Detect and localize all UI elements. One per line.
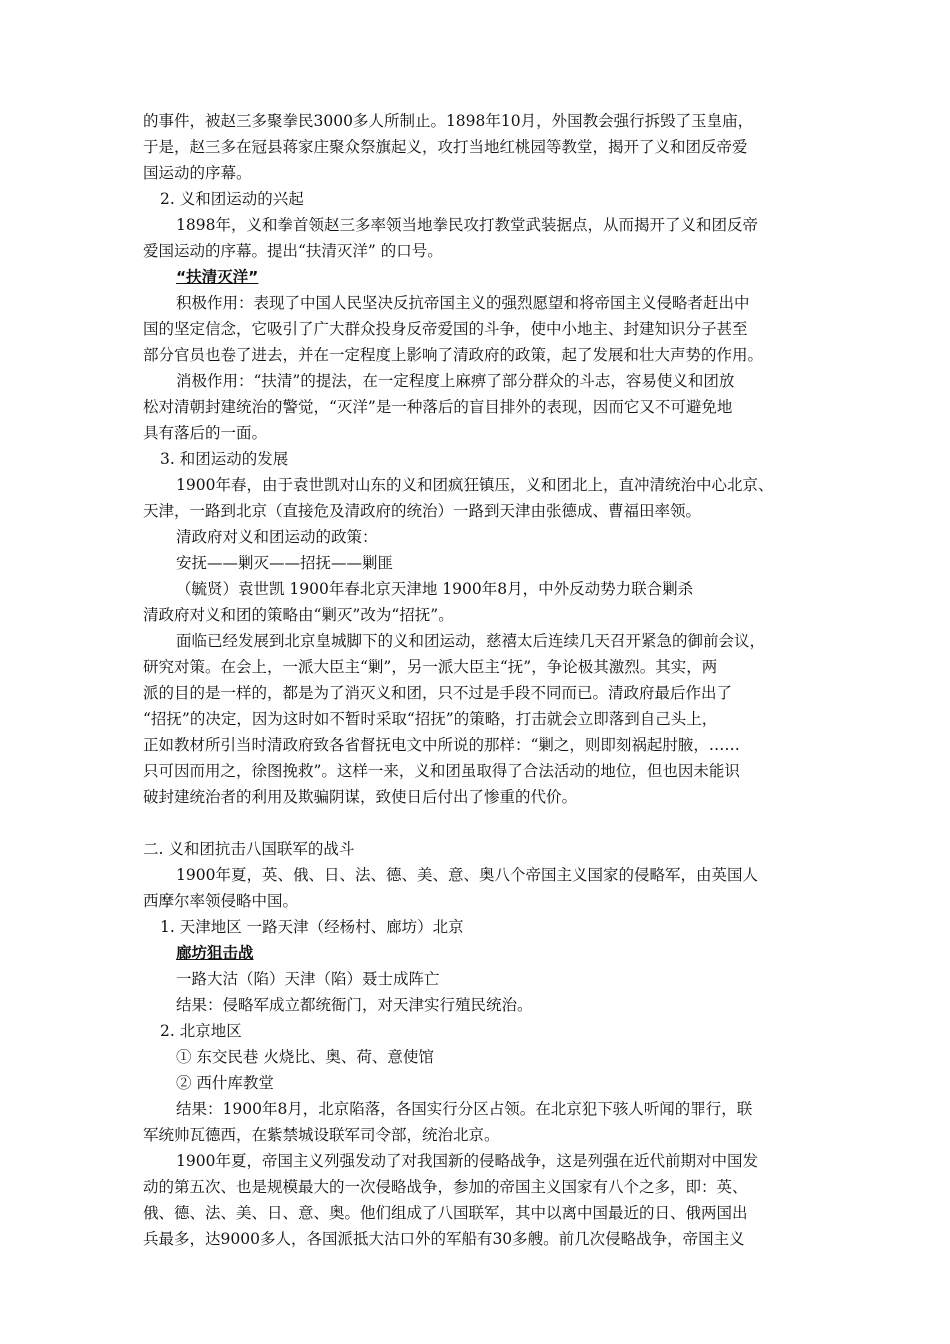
text-line: 爱国运动的序幕。提出“扶清灭洋” 的口号。	[143, 242, 443, 260]
text-line: 1900年夏，帝国主义列强发动了对我国新的侵略战争，这是列强在近代前期对中国发	[176, 1152, 758, 1170]
text-line: 二. 义和团抗击八国联军的战斗	[143, 840, 355, 858]
text-line: 2. 北京地区	[160, 1022, 242, 1040]
text-line: “招抚”的决定，因为这时如不暂时采取“招抚”的策略，打击就会立即落到自己头上，	[143, 710, 718, 728]
text-line: 1900年春，由于袁世凯对山东的义和团疯狂镇压，义和团北上，直冲清统治中心北京、	[176, 476, 774, 494]
text-line: 面临已经发展到北京皇城脚下的义和团运动，慈禧太后连续几天召开紧急的御前会议，	[176, 632, 766, 650]
text-line: 国运动的序幕。	[143, 164, 252, 182]
text-line: 清政府对义和团运动的政策：	[176, 528, 378, 546]
text-line: 1898年，义和拳首领赵三多率领当地拳民攻打教堂武装据点，从而揭开了义和团反帝	[176, 216, 758, 234]
text-line: 派的目的是一样的，都是为了消灭义和团，只不过是手段不同而已。清政府最后作出了	[143, 684, 733, 702]
text-line: 清政府对义和团的策略由“剿灭”改为“招抚”。	[143, 606, 454, 624]
text-line: 军统帅瓦德西，在紫禁城设联军司令部，统治北京。	[143, 1126, 500, 1144]
text-line: 于是，赵三多在冠县蒋家庄聚众祭旗起义，攻打当地红桃园等教堂，揭开了义和团反帝爱	[143, 138, 748, 156]
text-line: ② 西什库教堂	[176, 1074, 274, 1092]
text-line: 西摩尔率领侵略中国。	[143, 892, 299, 910]
text-line: 只可因而用之，徐图挽救”。这样一来，义和团虽取得了合法活动的地位，但也因未能识	[143, 762, 740, 780]
text-line: （毓贤）袁世凯 1900年春北京天津地 1900年8月，中外反动势力联合剿杀	[176, 580, 694, 598]
text-line: 天津，一路到北京（直接危及清政府的统治）一路到天津由张德成、曹福田率领。	[143, 502, 702, 520]
text-line: 积极作用：表现了中国人民坚决反抗帝国主义的强烈愿望和将帝国主义侵略者赶出中	[176, 294, 750, 312]
text-line: ① 东交民巷 火烧比、奥、荷、意使馆	[176, 1048, 434, 1066]
section-heading: 廊坊狙击战	[176, 944, 254, 962]
text-line: 2. 义和团运动的兴起	[160, 190, 304, 208]
text-line: 研究对策。在会上，一派大臣主“剿”，另一派大臣主“抚”，争论极其激烈。其实，两	[143, 658, 718, 676]
text-line: 部分官员也卷了进去，并在一定程度上影响了清政府的政策，起了发展和壮大声势的作用。	[143, 346, 764, 364]
text-line: 1900年夏，英、俄、日、法、德、美、意、奥八个帝国主义国家的侵略军，由英国人	[176, 866, 758, 884]
text-line: 一路大沽（陷）天津（陷）聂士成阵亡	[176, 970, 440, 988]
text-line: 俄、德、法、美、日、意、奥。他们组成了八国联军，其中以离中国最近的日、俄两国出	[143, 1204, 748, 1222]
text-line: 动的第五次、也是规模最大的一次侵略战争，参加的帝国主义国家有八个之多，即：英、	[143, 1178, 748, 1196]
text-line: 国的坚定信念，它吸引了广大群众投身反帝爱国的斗争，使中小地主、封建知识分子甚至	[143, 320, 748, 338]
text-line: 兵最多，达9000多人，各国派抵大沽口外的军船有30多艘。前几次侵略战争，帝国主义	[143, 1230, 745, 1248]
text-line: 结果：1900年8月，北京陷落，各国实行分区占领。在北京犯下骇人听闻的罪行，联	[176, 1100, 753, 1118]
text-line: 结果：侵略军成立都统衙门，对天津实行殖民统治。	[176, 996, 533, 1014]
text-line: 消极作用：“扶清”的提法，在一定程度上麻痹了部分群众的斗志，容易使义和团放	[176, 372, 735, 390]
section-heading: “扶清灭洋”	[176, 268, 259, 286]
text-line: 具有落后的一面。	[143, 424, 268, 442]
text-line: 正如教材所引当时清政府致各省督抚电文中所说的那样：“剿之，则即刻祸起肘腋，……	[143, 736, 740, 754]
text-line: 3. 和团运动的发展	[160, 450, 289, 468]
text-line: 松对清朝封建统治的警觉，“灭洋”是一种落后的盲目排外的表现，因而它又不可避免地	[143, 398, 733, 416]
text-line: 安抚——剿灭——招抚——剿匪	[176, 554, 394, 572]
text-line: 的事件，被赵三多聚拳民3000多人所制止。1898年10月，外国教会强行拆毁了玉皇庙，	[143, 112, 754, 130]
text-line: 1. 天津地区 一路天津（经杨村、廊坊）北京	[160, 918, 464, 936]
text-line: 破封建统治者的利用及欺骗阴谋，致使日后付出了惨重的代价。	[143, 788, 578, 806]
